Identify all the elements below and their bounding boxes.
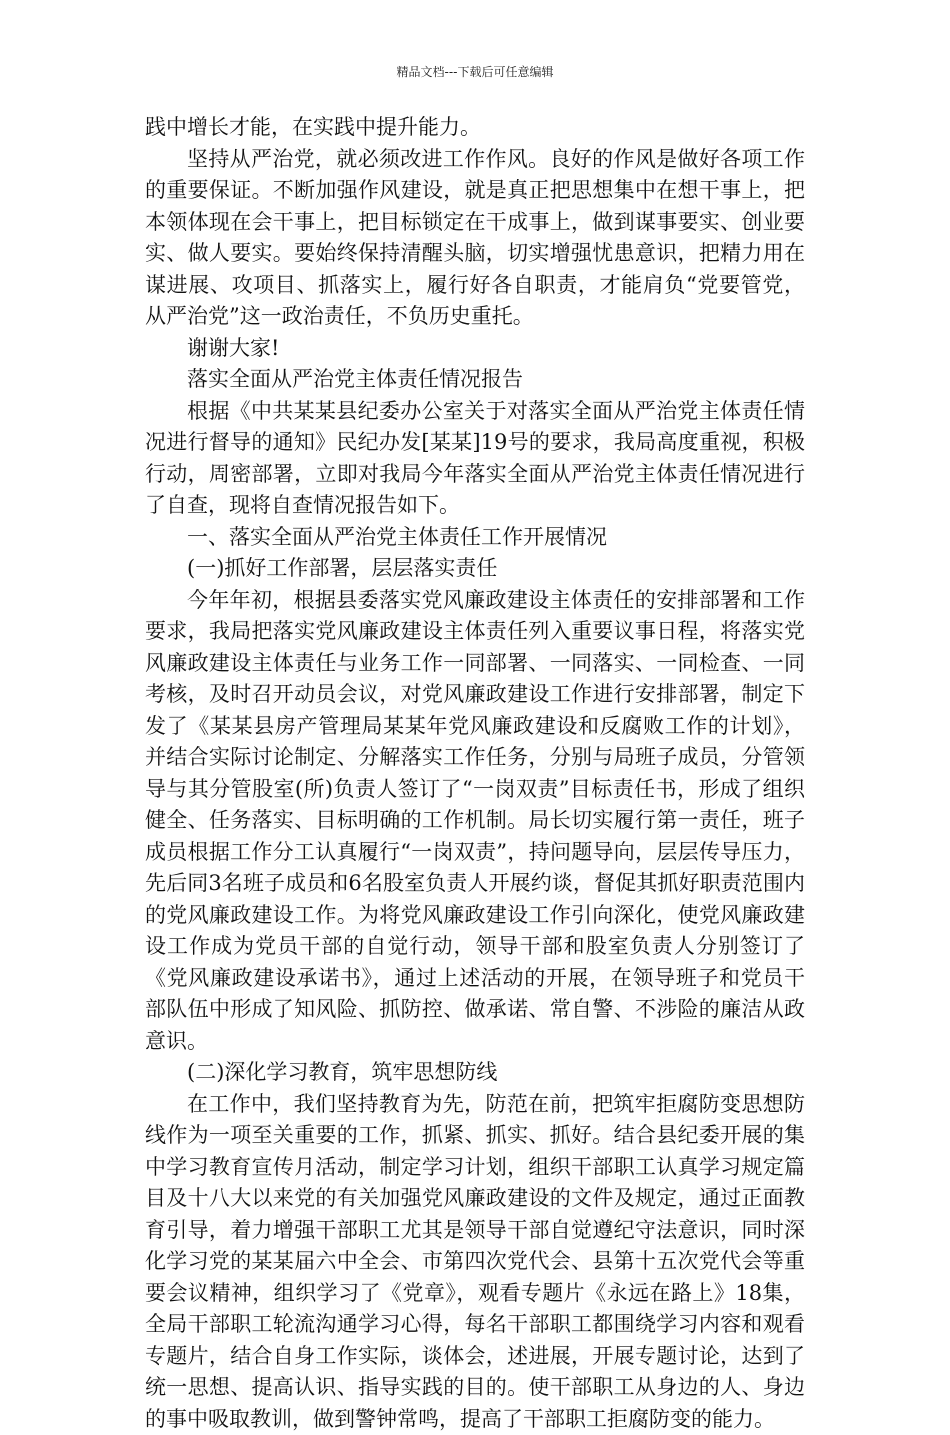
report-title: 落实全面从严治党主体责任情况报告	[145, 364, 805, 396]
paragraph: 坚持从严治党，就必须改进工作作风。良好的作风是做好各项工作的重要保证。不断加强作风建设，就是真正把思想集中在想干事上，把本领体现在会干事上，把目标锁定在干成事上，做到谋事要实、创业要实、做人要实。要始终保持清醒头脑，切实增强忧患意识，把精力用在谋进展、攻项目、抓落实上，履行好各自职责，才能肩负“党要管党，从严治党”这一政治责任，不负历史重托。	[145, 144, 805, 333]
section-heading: 一、落实全面从严治党主体责任工作开展情况	[145, 522, 805, 554]
paragraph: 在工作中，我们坚持教育为先，防范在前，把筑牢拒腐防变思想防线作为一项至关重要的工作，抓紧、抓实、抓好。结合县纪委开展的集中学习教育宣传月活动，制定学习计划，组织干部职工认真学习规定篇目及十八大以来党的有关加强党风廉政建设的文件及规定，通过正面教育引导，着力增强干部职工尤其是领导干部自觉遵纪守法意识，同时深化学习党的某某届六中全会、市第四次党代会、县第十五次党代会等重要会议精神，组织学习了《党章》，观看专题片《永远在路上》18集，全局干部职工轮流沟通学习心得，每名干部职工都围绕学习内容和观看专题片，结合自身工作实际，谈体会，述进展，开展专题讨论，达到了统一思想、提高认识、指导实践的目的。使干部职工从身边的人、身边的事中吸取教训，做到警钟常鸣，提高了干部职工拒腐防变的能力。	[145, 1089, 805, 1435]
page-header: 精品文档---下载后可任意编辑	[0, 64, 950, 80]
paragraph: 谢谢大家!	[145, 333, 805, 365]
subsection-heading: (二)深化学习教育，筑牢思想防线	[145, 1057, 805, 1089]
paragraph: 根据《中共某某县纪委办公室关于对落实全面从严治党主体责任情况进行督导的通知》民纪办发[某某]19号的要求，我局高度重视，积极行动，周密部署，立即对我局今年落实全面从严治党主体责任情况进行了自查，现将自查情况报告如下。	[145, 396, 805, 522]
paragraph: 今年年初，根据县委落实党风廉政建设主体责任的安排部署和工作要求，我局把落实党风廉政建设主体责任列入重要议事日程，将落实党风廉政建设主体责任与业务工作一同部署、一同落实、一同检查、一同考核，及时召开动员会议，对党风廉政建设工作进行安排部署，制定下发了《某某县房产管理局某某年党风廉政建设和反腐败工作的计划》，并结合实际讨论制定、分解落实工作任务，分别与局班子成员，分管领导与其分管股室(所)负责人签订了“一岗双责”目标责任书，形成了组织健全、任务落实、目标明确的工作机制。局长切实履行第一责任，班子成员根据工作分工认真履行“一岗双责”，持问题导向，层层传导压力，先后同3名班子成员和6名股室负责人开展约谈，督促其抓好职责范围内的党风廉政建设工作。为将党风廉政建设工作引向深化，使党风廉政建设工作成为党员干部的自觉行动，领导干部和股室负责人分别签订了《党风廉政建设承诺书》，通过上述活动的开展，在领导班子和党员干部队伍中形成了知风险、抓防控、做承诺、常自警、不涉险的廉洁从政意识。	[145, 585, 805, 1058]
document-body	[145, 112, 805, 1435]
subsection-heading: (一)抓好工作部署，层层落实责任	[145, 553, 805, 585]
paragraph: 践中增长才能，在实践中提升能力。	[145, 112, 805, 144]
